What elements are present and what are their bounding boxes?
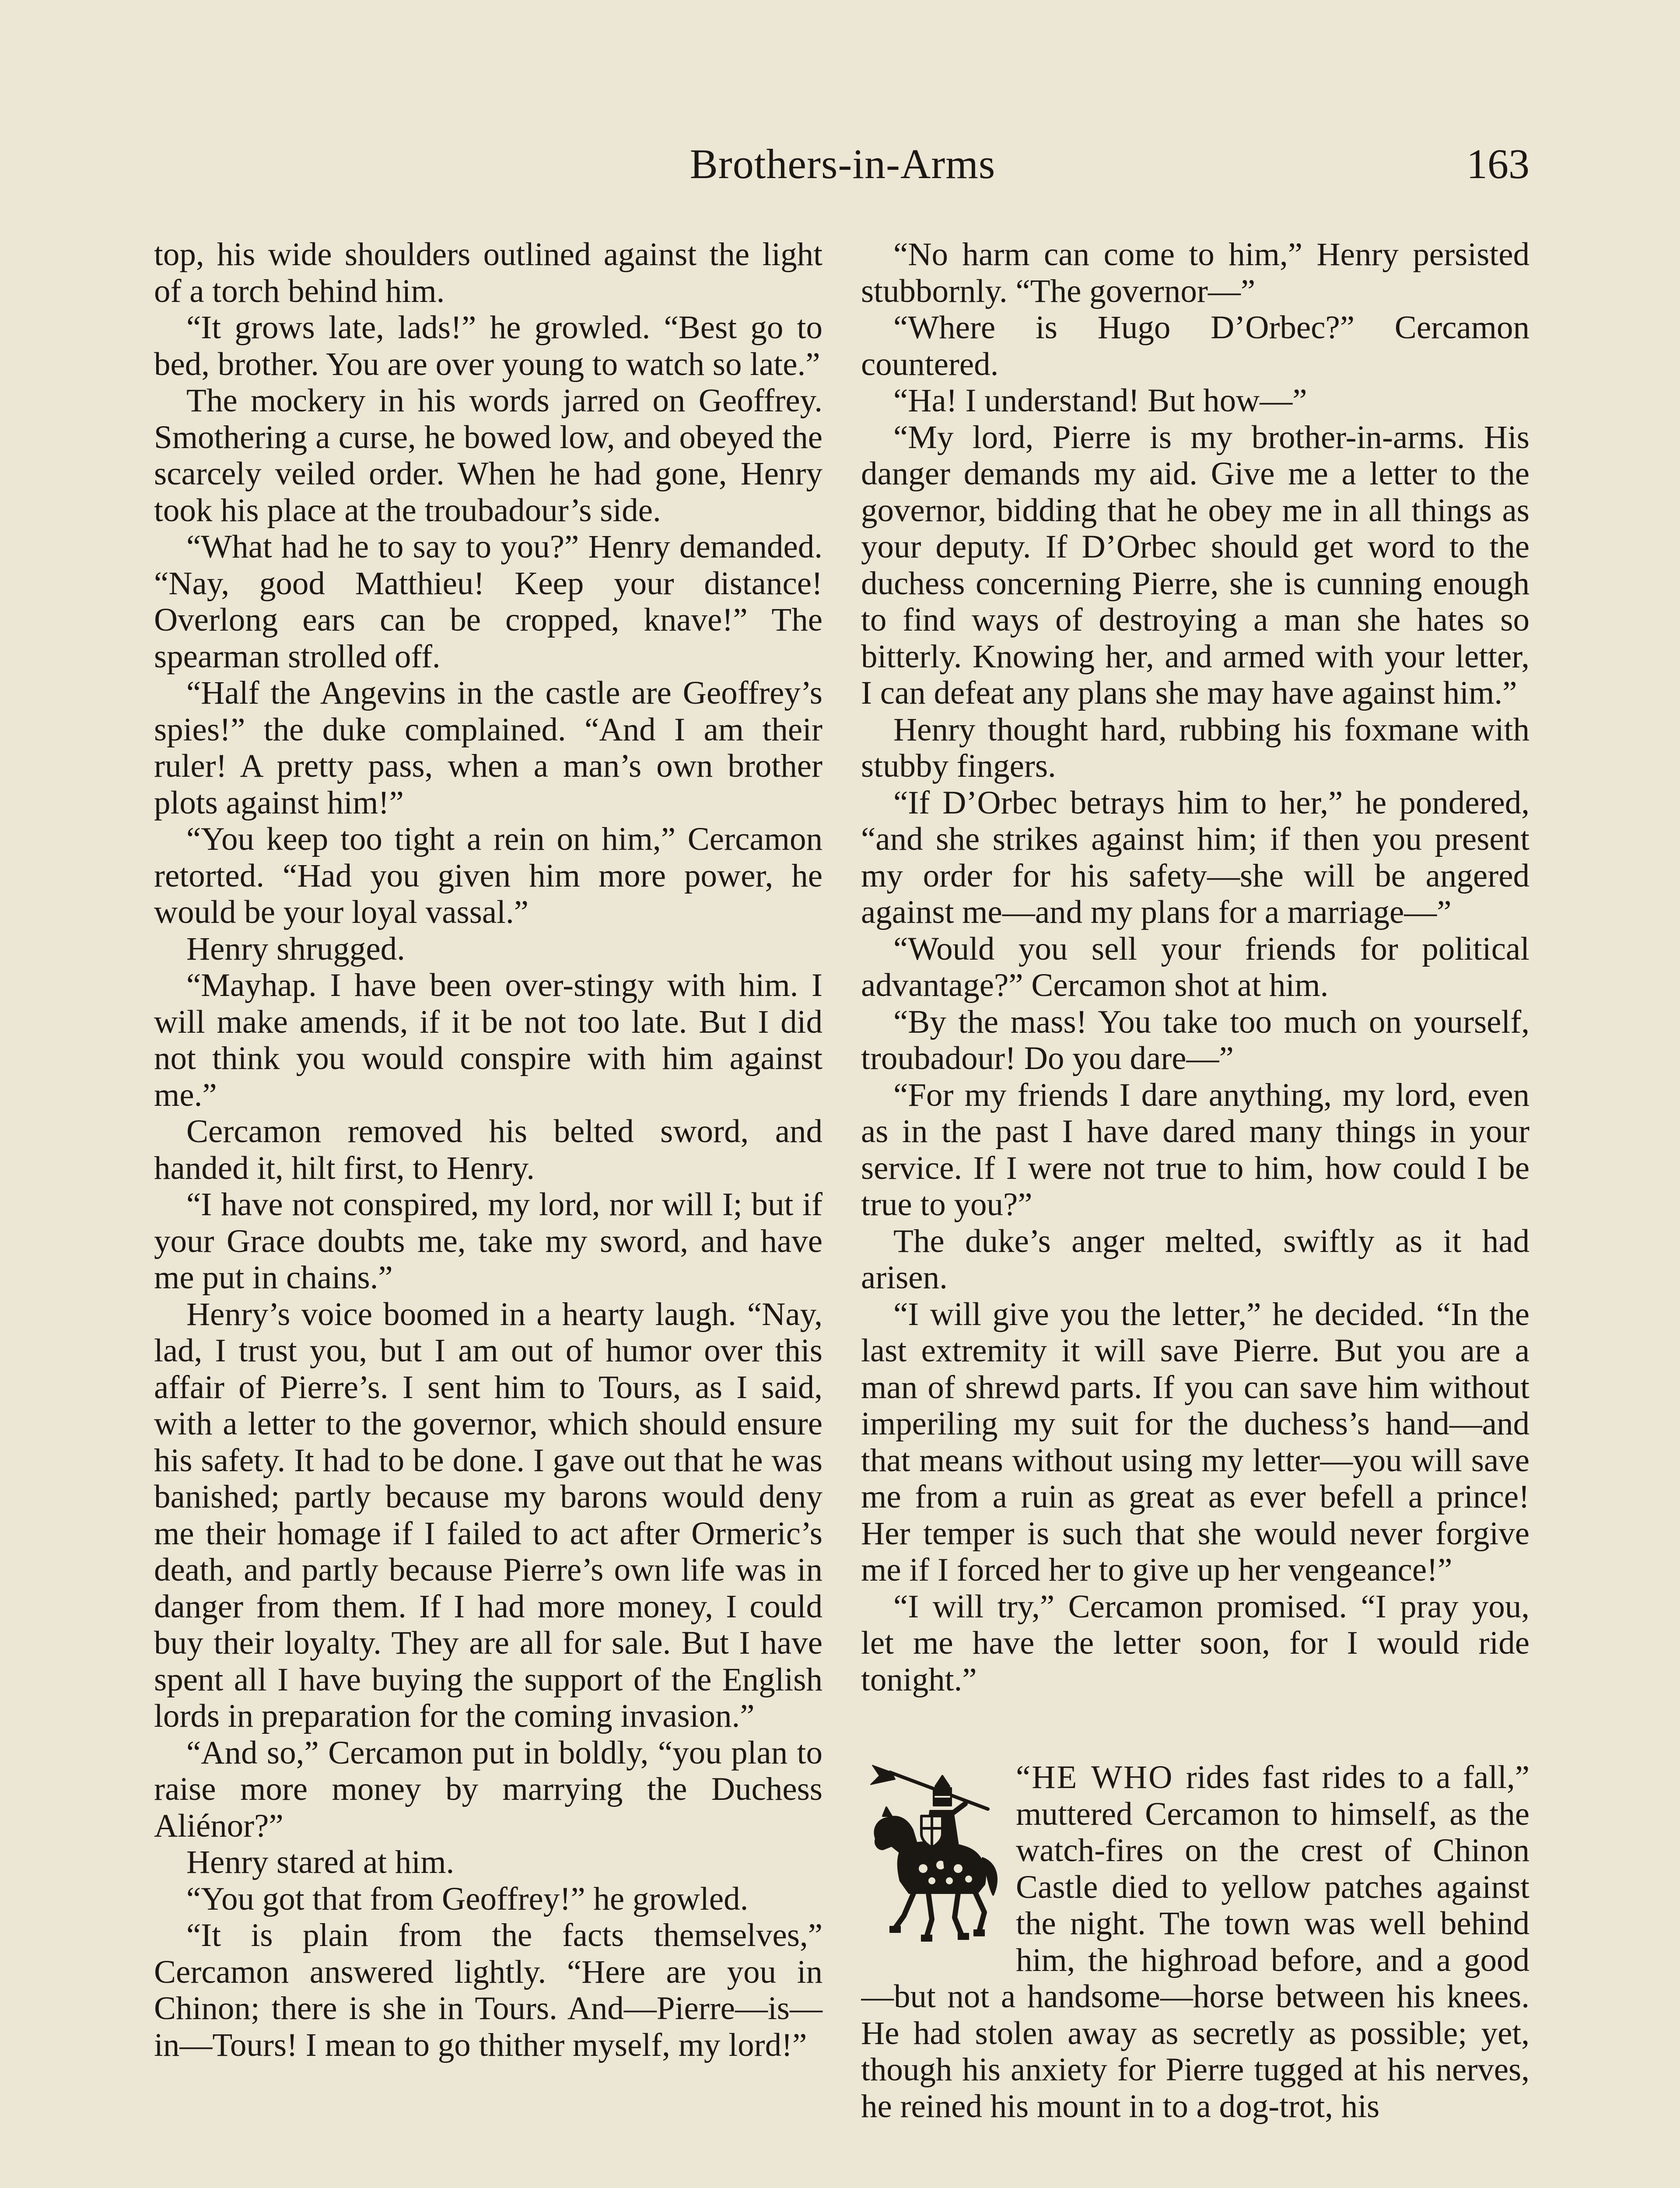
paragraph: “And so,” Cercamon put in boldly, “you plan to raise more money by marrying the Duchess Aliénor?” xyxy=(154,1734,822,1844)
paragraph: “What had he to say to you?” Henry demanded. “Nay, good Matthieu! Keep your distance! Overlong ears can be cropped, knave!” The spearman strolled off. xyxy=(154,529,822,675)
paragraph: “For my friends I dare anything, my lord, even as in the past I have dared many things in your service. If I were not true to him, how could I be true to you?” xyxy=(861,1076,1530,1223)
paragraph: “It grows late, lads!” he growled. “Best go to bed, brother. You are over young to watch so late.” xyxy=(154,309,822,382)
paragraph: “Where is Hugo D’Orbec?” Cercamon countered. xyxy=(861,309,1530,382)
section-opening xyxy=(861,1759,1530,2125)
paragraph: “It is plain from the facts themselves,” Cercamon answered lightly. “Here are you in Chinon; there is she in Tours. And—Pierre—is—in—Tours! I mean to go thither myself, my lord!” xyxy=(154,1917,822,2063)
mounted-knight-icon xyxy=(861,1762,1005,1946)
left-text-column xyxy=(154,236,822,2063)
paragraph: “I have not conspired, my lord, nor will I; but if your Grace doubts me, take my sword, and have me put in chains.” xyxy=(154,1186,822,1296)
paragraph: Henry’s voice boomed in a hearty laugh. “Nay, lad, I trust you, but I am out of humor over this affair of Pierre’s. I sent him to Tours, as I said, with a letter to the governor, which should ensure his safety. It had to be done. I gave out that he was banished; partly because my barons would deny me their homage if I failed to act after Ormeric’s death, and partly because Pierre’s own life was in danger from them. If I had more money, I could buy their loyalty. They are all for sale. But I have spent all I have buying the support of the English lords in preparation for the coming invasion.” xyxy=(154,1296,822,1734)
paragraph: The mockery in his words jarred on Geoffrey. Smothering a curse, he bowed low, and obeyed the scarcely veiled order. When he had gone, Henry took his place at the troubadour’s side. xyxy=(154,382,822,529)
section-opening-small-caps: “HE WHO xyxy=(1016,1759,1174,1795)
paragraph: “You got that from Geoffrey!” he growled. xyxy=(186,1880,749,1917)
paragraph: “Ha! I understand! But how—” xyxy=(893,382,1307,419)
paragraph: “Would you sell your friends for political advantage?” Cercamon shot at him. xyxy=(861,930,1530,1003)
section-opening-text: rides fast rides to a fall,” muttered Cercamon to himself, as the watch-fires on the crest of Chinon Castle died to yellow patches against the night. The town was well behind him, the highroad before, and a good—but not a handsome—horse between his knees. He had stolen away as secretly as possible; yet, though his anxiety for Pierre tugged at his nerves, he reined his mount in to a dog-trot, his xyxy=(861,1759,1530,2125)
paragraph: Henry shrugged. xyxy=(186,930,405,967)
paragraph: “You keep too tight a rein on him,” Cercamon retorted. “Had you given him more power, he would be your loyal vassal.” xyxy=(154,821,822,930)
paragraph: Henry stared at him. xyxy=(186,1844,455,1880)
running-head-title: Brothers-in-Arms xyxy=(690,140,996,187)
paragraph: Cercamon removed his belted sword, and handed it, hilt first, to Henry. xyxy=(154,1113,822,1186)
paragraph: The duke’s anger melted, swiftly as it had arisen. xyxy=(861,1223,1530,1296)
paragraph: “I will try,” Cercamon promised. “I pray you, let me have the letter soon, for I would ride tonight.” xyxy=(861,1588,1530,1698)
paragraph: “Mayhap. I have been over-stingy with him. I will make amends, if it be not too late. But I did not think you would conspire with him against me.” xyxy=(154,967,822,1113)
paragraph: top, his wide shoulders outlined against the light of a torch behind him. xyxy=(154,236,822,309)
running-header xyxy=(156,131,1530,197)
right-text-column xyxy=(861,236,1530,2125)
paragraph: “If D’Orbec betrays him to her,” he pondered, “and she strikes against him; if then you present my order for his safety—she will be angered against me—and my plans for a marriage—” xyxy=(861,784,1530,930)
paragraph: “By the mass! You take too much on yourself, troubadour! Do you dare—” xyxy=(861,1003,1530,1076)
paragraph: “I will give you the letter,” he decided. “In the last extremity it will save Pierre. But you are a man of shrewd parts. If you can save him without imperiling my suit for the duchess’s hand—and that means without using my letter—you will save me from a ruin as great as ever befell a prince! Her temper is such that she would never forgive me if I forced her to give up her vengeance!” xyxy=(861,1296,1530,1588)
page-number: 163 xyxy=(1466,140,1530,187)
section-break xyxy=(861,1698,1530,1759)
paragraph: “Half the Angevins in the castle are Geoffrey’s spies!” the duke complained. “And I am their ruler! A pretty pass, when a man’s own brother plots against him!” xyxy=(154,675,822,821)
paragraph: “No harm can come to him,” Henry persisted stubbornly. “The governor—” xyxy=(861,236,1530,309)
paragraph: Henry thought hard, rubbing his foxmane with stubby fingers. xyxy=(861,711,1530,784)
paragraph: “My lord, Pierre is my brother-in-arms. His danger demands my aid. Give me a letter to the governor, bidding that he obey me in all things as your deputy. If D’Orbec should get word to the duchess concerning Pierre, she is cunning enough to find ways of destroying a man she hates so bitterly. Knowing her, and armed with your letter, I can defeat any plans she may have against him.” xyxy=(861,419,1530,711)
